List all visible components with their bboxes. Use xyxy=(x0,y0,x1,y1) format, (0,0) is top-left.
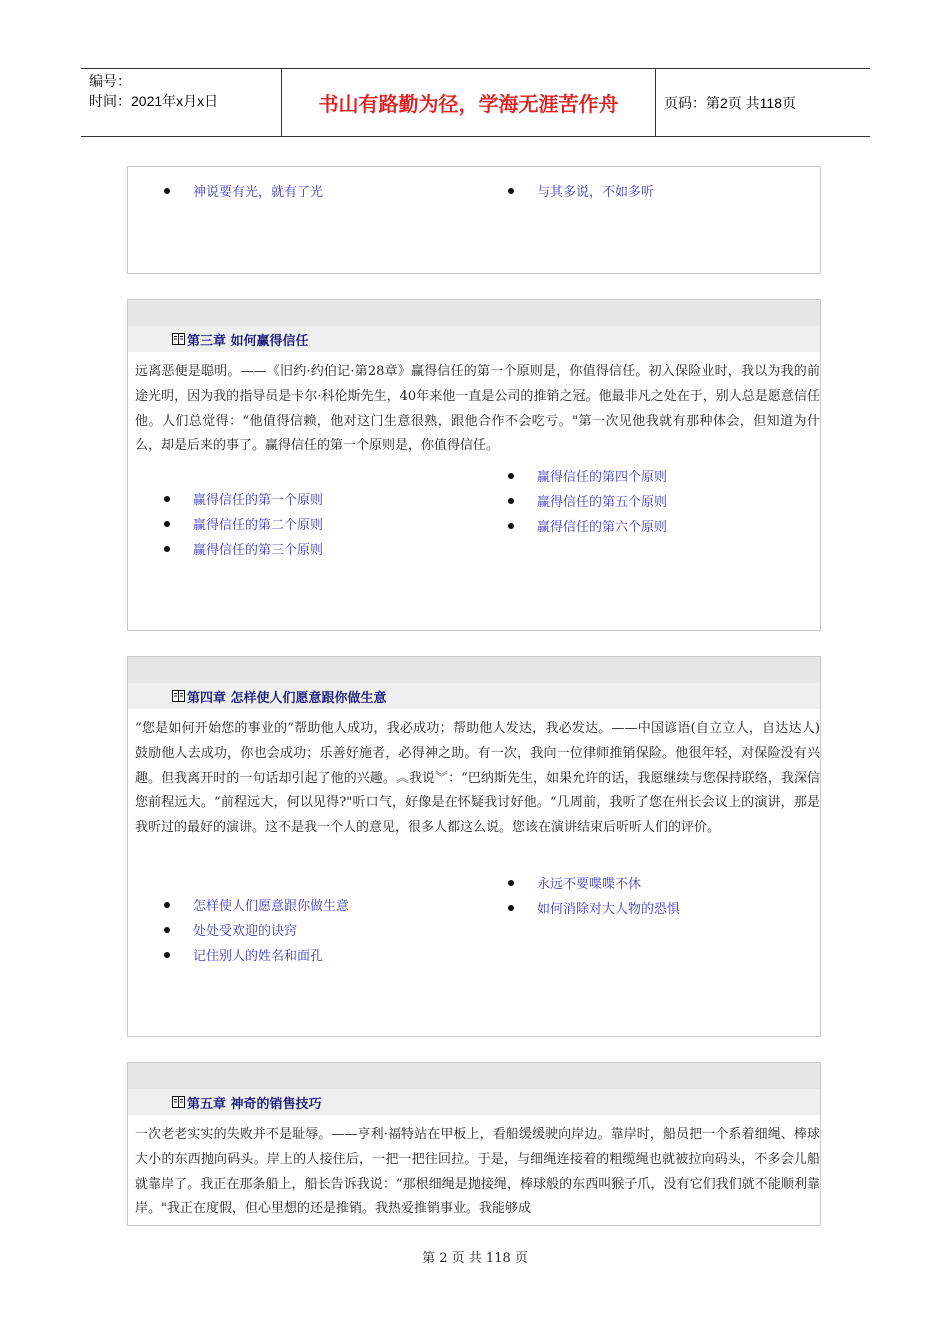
list-item[interactable] xyxy=(164,489,323,508)
link-text[interactable]: 赢得信任的第一个原则 xyxy=(193,493,324,508)
section-bar xyxy=(128,1063,820,1089)
bullet-icon xyxy=(164,521,170,527)
bullet-icon xyxy=(508,523,514,529)
chapter-title-row[interactable] xyxy=(128,1089,820,1115)
link-text[interactable]: 如何消除对大人物的恐惧 xyxy=(537,902,681,917)
list-item[interactable] xyxy=(508,466,667,485)
link-text[interactable]: 处处受欢迎的诀窍 xyxy=(193,924,298,939)
list-item[interactable] xyxy=(508,491,667,510)
link-text[interactable]: 与其多说，不如多听 xyxy=(537,185,655,200)
bullet-icon xyxy=(508,473,514,479)
link-text[interactable]: 赢得信任的第六个原则 xyxy=(537,520,668,535)
link-text[interactable]: 赢得信任的第三个原则 xyxy=(193,543,324,558)
list-item[interactable] xyxy=(508,181,654,200)
chapter-title[interactable]: 第四章 怎样使人们愿意跟你做生意 xyxy=(187,690,387,706)
section-bar xyxy=(128,300,820,326)
bullet-icon xyxy=(164,188,170,194)
chapter-title[interactable]: 第五章 神奇的销售技巧 xyxy=(187,1096,322,1112)
page-footer: 第 2 页 共 118 页 xyxy=(422,1251,528,1266)
bullet-icon xyxy=(508,188,514,194)
section-bar xyxy=(128,657,820,683)
intro-link-box xyxy=(127,166,821,274)
chapter-title[interactable]: 第三章 如何赢得信任 xyxy=(187,333,309,349)
header-page-info: 页码：第2页 共118页 xyxy=(664,94,796,111)
chapter-title-row[interactable] xyxy=(128,683,820,709)
list-item[interactable] xyxy=(508,873,641,892)
chapter-paragraph: “您是如何开始您的事业的”帮助他人成功，我必成功；帮助他人发达，我必发达。——中国谚语(自立立人，自达达人)鼓励他人去成功，你也会成功；乐善好施者，必得神之助。有一次，我向一位律师推销保险。他很年轻，对保险没有兴趣。但我离开时的一句话却引起了他的兴趣。︽我说︾：“巴纳斯先生，如果允许的话，我愿继续与您保持联络，我深信您前程远大。“前程远大，何以见得?"听口气，好像是在怀疑我讨好他。“几周前，我听了您在州长会议上的演讲，那是我听过的最好的演讲。这不是我一个人的意见，很多人都这么说。您该在演讲结束后听听人们的评价。 xyxy=(135,721,820,836)
link-text[interactable]: 赢得信任的第五个原则 xyxy=(537,495,668,510)
chapter-3-box xyxy=(127,299,821,631)
list-item[interactable] xyxy=(164,945,323,964)
header-motto: 书山有路勤为径，学海无涯苦作舟 xyxy=(282,69,656,136)
link-text[interactable]: 永远不要喋喋不休 xyxy=(537,877,642,892)
bullet-icon xyxy=(164,952,170,958)
list-item[interactable] xyxy=(508,516,667,535)
link-text[interactable]: 赢得信任的第四个原则 xyxy=(537,470,668,485)
chapter-4-box xyxy=(127,656,821,1037)
bullet-icon xyxy=(508,905,514,911)
list-item[interactable] xyxy=(164,514,323,533)
link-text[interactable]: 赢得信任的第二个原则 xyxy=(193,518,324,533)
bullet-icon xyxy=(164,927,170,933)
bullet-icon xyxy=(164,902,170,908)
book-icon xyxy=(172,1096,185,1108)
list-item[interactable] xyxy=(164,539,323,558)
link-text[interactable]: 神说要有光，就有了光 xyxy=(193,185,324,200)
chapter-5-box xyxy=(127,1062,821,1226)
chapter-paragraph: 一次老老实实的失败并不是耻辱。——亨利·福特站在甲板上，看船缓缓驶向岸边。靠岸时，船员把一个系着细绳、棒球大小的东西抛向码头。岸上的人接住后，一把一把往回拉。于是，与细绳连接着的粗缆绳也就被拉向码头，不多会儿船就靠岸了。我正在那条船上，船长告诉我说：“那根细绳是抛接绳，棒球般的东西叫猴子爪，没有它们我们就不能顺利靠岸。"我正在度假，但心里想的还是推销。我热爱推销事业。我能够成 xyxy=(135,1127,820,1217)
link-text[interactable]: 怎样使人们愿意跟你做生意 xyxy=(193,899,350,914)
bullet-icon xyxy=(164,496,170,502)
link-text[interactable]: 记住别人的姓名和面孔 xyxy=(193,949,324,964)
header-meta xyxy=(81,69,282,136)
book-icon xyxy=(172,690,185,702)
number-label: 编号： xyxy=(89,73,131,89)
list-item[interactable] xyxy=(508,898,680,917)
bullet-icon xyxy=(508,498,514,504)
book-icon xyxy=(172,333,185,345)
bullet-icon xyxy=(164,546,170,552)
chapter-paragraph: 远离恶便是聪明。——《旧约·约伯记·第28章》赢得信任的第一个原则是，你值得信任。初入保险业时，我以为我的前途光明，因为我的指导员是卡尔·科伦斯先生，40年来他一直是公司的推销之冠。他最非凡之处在于，别人总是愿意信任他。人们总觉得：“他值得信赖，他对这门生意很熟，跟他合作不会吃亏。"第一次见他我就有那种体会，但知道为什么，却是后来的事了。赢得信任的第一个原则是，你值得信任。 xyxy=(135,364,820,454)
chapter-title-row[interactable] xyxy=(128,326,820,352)
list-item[interactable] xyxy=(164,895,349,914)
document-header xyxy=(81,68,870,137)
list-item[interactable] xyxy=(164,181,323,200)
list-item[interactable] xyxy=(164,920,297,939)
date-label: 时间：2021年x月x日 xyxy=(89,93,219,109)
bullet-icon xyxy=(508,880,514,886)
